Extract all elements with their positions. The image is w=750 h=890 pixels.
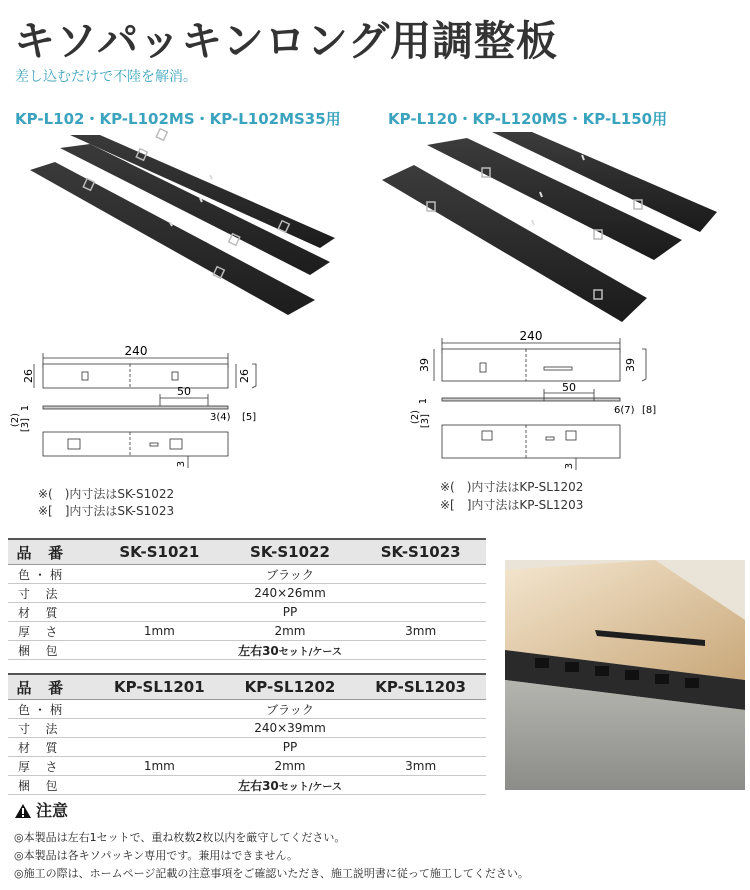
spec-table-2: [8, 673, 486, 795]
model-col-1: SK-S1021: [94, 539, 225, 565]
dim-thick-alt: (2): [410, 409, 421, 425]
table-row: 色 ・ 柄 ブラック: [8, 700, 486, 719]
spec-table-1: [8, 538, 486, 660]
dim-hole: 3: [564, 462, 575, 470]
table-row: 梱 包 左右30セット/ケース: [8, 641, 486, 660]
dim-length: 240: [124, 344, 148, 358]
caution-line-1: ◎本製品は左右1セットで、重ね枚数2枚以内を厳守してください。: [14, 831, 346, 844]
left-note-1: ※( )内寸法はSK-S1022: [38, 487, 175, 501]
dim-thick-alt-2: [3]: [20, 417, 31, 433]
table-row: 厚 さ 1mm 2mm 3mm: [8, 622, 486, 641]
dim-slot-depth: 6(7): [614, 405, 635, 416]
right-plates-photo: [382, 130, 717, 330]
left-plates-photo: [30, 130, 345, 325]
dim-slot: 50: [562, 381, 576, 394]
table-row: 材 質 PP: [8, 603, 486, 622]
installation-photo: [505, 560, 745, 790]
right-note-2: ※[ ]内寸法はKP-SL1203: [440, 498, 584, 512]
table-row: 材 質 PP: [8, 738, 486, 757]
left-model-label: KP-L102・KP-L102MS・KP-L102MS35用: [15, 110, 341, 128]
table-row: 厚 さ 1mm 2mm 3mm: [8, 757, 486, 776]
caution-line-2: ◎本製品は各キソパッキン専用です。兼用はできません。: [14, 849, 299, 862]
dim-hole: 3: [176, 460, 187, 468]
page-title: キソパッキンロング用調整板: [14, 17, 558, 65]
table-header-row: 品 番 SK-S1021 SK-S1022 SK-S1023: [8, 539, 486, 565]
table-row: 寸 法 240×26mm: [8, 584, 486, 603]
caution-line-3: ◎施工の際は、ホームページ記載の注意事項をご確認いただき、施工説明書に従って施工してください。: [14, 867, 529, 880]
right-model-label: KP-L120・KP-L120MS・KP-L150用: [388, 110, 668, 128]
table-row: 寸 法 240×39mm: [8, 719, 486, 738]
model-col-2: SK-S1022: [225, 539, 356, 565]
model-col-3: SK-S1023: [355, 539, 486, 565]
dim-slot-depth-2: [5]: [242, 412, 257, 423]
dim-slot-depth: 3(4): [210, 412, 231, 423]
model-col-2: KP-SL1202: [225, 674, 356, 700]
right-note-1: ※( )内寸法はKP-SL1202: [440, 480, 584, 494]
left-dimension-drawing: [10, 340, 280, 475]
dim-length: 240: [519, 329, 543, 343]
dim-slot-depth-2: [8]: [642, 405, 657, 416]
model-col-1: KP-SL1201: [94, 674, 225, 700]
table-row: 梱 包 左右30セット/ケース: [8, 776, 486, 795]
warning-icon: [14, 803, 32, 819]
dim-thick-alt-2: [3]: [420, 413, 431, 429]
dim-thick-alt: (2): [10, 412, 21, 428]
table-header-row: 品 番 KP-SL1201 KP-SL1202 KP-SL1203: [8, 674, 486, 700]
page-subtitle: 差し込むだけで不陸を解消。: [15, 69, 197, 85]
model-col-3: KP-SL1203: [355, 674, 486, 700]
table-row: 色 ・ 柄 ブラック: [8, 565, 486, 584]
dim-width: 26: [22, 369, 35, 383]
dim-slot: 50: [177, 385, 191, 398]
left-note-2: ※[ ]内寸法はSK-S1023: [38, 504, 175, 518]
dim-thick: 1: [20, 404, 31, 412]
dim-thick: 1: [418, 397, 429, 405]
right-dimension-drawing: [410, 325, 684, 475]
dim-width: 39: [418, 358, 431, 372]
dim-width-right: 39: [624, 358, 637, 372]
caution-heading: 注意: [14, 798, 68, 821]
dim-width-right: 26: [238, 369, 251, 383]
